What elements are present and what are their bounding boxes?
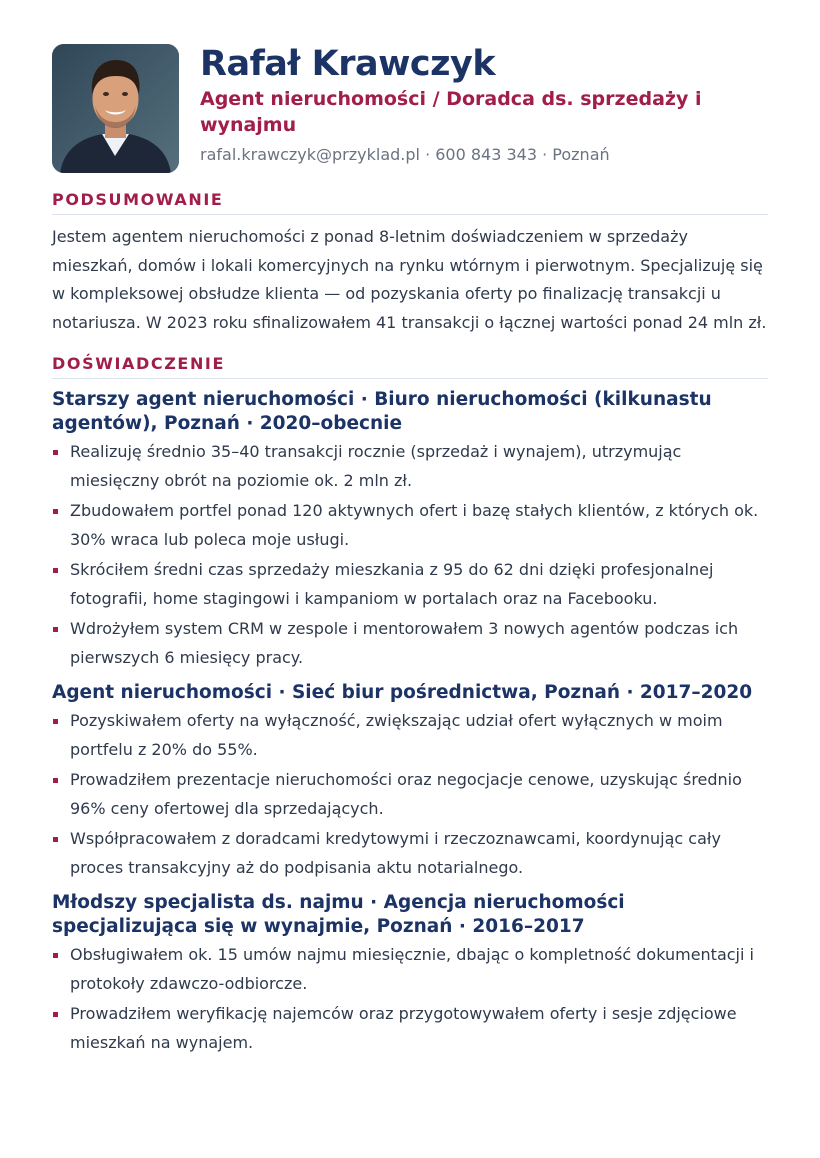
bullet-square-icon <box>53 627 58 632</box>
bullet-square-icon <box>53 719 58 724</box>
bullet-text: Pozyskiwałem oferty na wyłączność, zwiększając udział ofert wyłącznych w moim portfelu z 20% do 55%. <box>70 711 723 759</box>
bullet-square-icon <box>53 450 58 455</box>
job-heading: Starszy agent nieruchomości · Biuro nieruchomości (kilkunastu agentów), Poznań · 2020–obecnie <box>52 389 712 435</box>
section-title-experience: DOŚWIADCZENIE <box>52 354 768 379</box>
summary-section <box>52 190 768 337</box>
job-entry <box>52 681 768 882</box>
bullet-item <box>52 615 768 672</box>
bullet-item <box>52 556 768 613</box>
bullet-square-icon <box>53 1012 58 1017</box>
job-heading: Agent nieruchomości · Sieć biur pośrednictwa, Poznań · 2017–2020 <box>52 682 753 704</box>
profile-photo <box>52 44 179 173</box>
resume-header <box>52 44 768 174</box>
bullet-text: Prowadziłem prezentacje nieruchomości oraz negocjacje cenowe, uzyskując średnio 96% ceny ofertowej dla sprzedających. <box>70 770 742 818</box>
job-heading: Młodszy specjalista ds. najmu · Agencja nieruchomości specjalizująca się w wynajmie, Poznań · 2016–2017 <box>52 892 625 938</box>
bullet-item <box>52 497 768 554</box>
bullet-text: Realizuję średnio 35–40 transakcji rocznie (sprzedaż i wynajem), utrzymując miesięczny obrót na poziomie ok. 2 mln zł. <box>70 442 682 490</box>
job-bullets <box>52 941 768 1057</box>
bullet-square-icon <box>53 778 58 783</box>
bullet-square-icon <box>53 568 58 573</box>
bullet-square-icon <box>53 509 58 514</box>
bullet-text: Wdrożyłem system CRM w zespole i mentorowałem 3 nowych agentów podczas ich pierwszych 6 miesięcy pracy. <box>70 619 739 667</box>
bullet-text: Współpracowałem z doradcami kredytowymi i rzeczoznawcami, koordynując cały proces transakcyjny aż do podpisania aktu notarialnego. <box>70 829 721 877</box>
summary-text: Jestem agentem nieruchomości z ponad 8-letnim doświadczeniem w sprzedaży mieszkań, domów i lokali komercyjnych na rynku wtórnym i pierwotnym. Specjalizuję się w kompleksowej obsłudze klienta — od pozyskania oferty po finalizację transakcji u notariusza. W 2023 roku sfinalizowałem 41 transakcji o łącznej wartości ponad 24 mln zł. <box>52 227 767 332</box>
bullet-item <box>52 707 768 764</box>
bullet-item <box>52 766 768 823</box>
section-title-summary: PODSUMOWANIE <box>52 190 768 215</box>
experience-section <box>52 354 768 1057</box>
bullet-text: Prowadziłem weryfikację najemców oraz przygotowywałem oferty i sesje zdjęciowe mieszkań na wynajem. <box>70 1004 737 1052</box>
header-text <box>200 44 760 166</box>
job-entry <box>52 891 768 1057</box>
job-role: Agent nieruchomości / Doradca ds. sprzedaży i wynajmu <box>200 88 702 136</box>
bullet-item <box>52 941 768 998</box>
bullet-square-icon <box>53 837 58 842</box>
bullet-item <box>52 1000 768 1057</box>
bullet-text: Zbudowałem portfel ponad 120 aktywnych ofert i bazę stałych klientów, z których ok. 30% wraca lub poleca moje usługi. <box>70 501 759 549</box>
person-name: Rafał Krawczyk <box>200 44 496 84</box>
bullet-item <box>52 825 768 882</box>
job-entry <box>52 388 768 672</box>
job-bullets <box>52 438 768 672</box>
resume-page <box>52 44 768 1059</box>
bullet-text: Skróciłem średni czas sprzedaży mieszkania z 95 do 62 dni dzięki profesjonalnej fotografii, home stagingowi i kampaniom w portalach oraz na Facebooku. <box>70 560 714 608</box>
bullet-item <box>52 438 768 495</box>
contact-line: rafal.krawczyk@przyklad.pl · 600 843 343 · Poznań <box>200 145 610 164</box>
bullet-text: Obsługiwałem ok. 15 umów najmu miesięcznie, dbając o kompletność dokumentacji i protokoły zdawczo-odbiorcze. <box>70 945 754 993</box>
job-bullets <box>52 707 768 882</box>
bullet-square-icon <box>53 953 58 958</box>
